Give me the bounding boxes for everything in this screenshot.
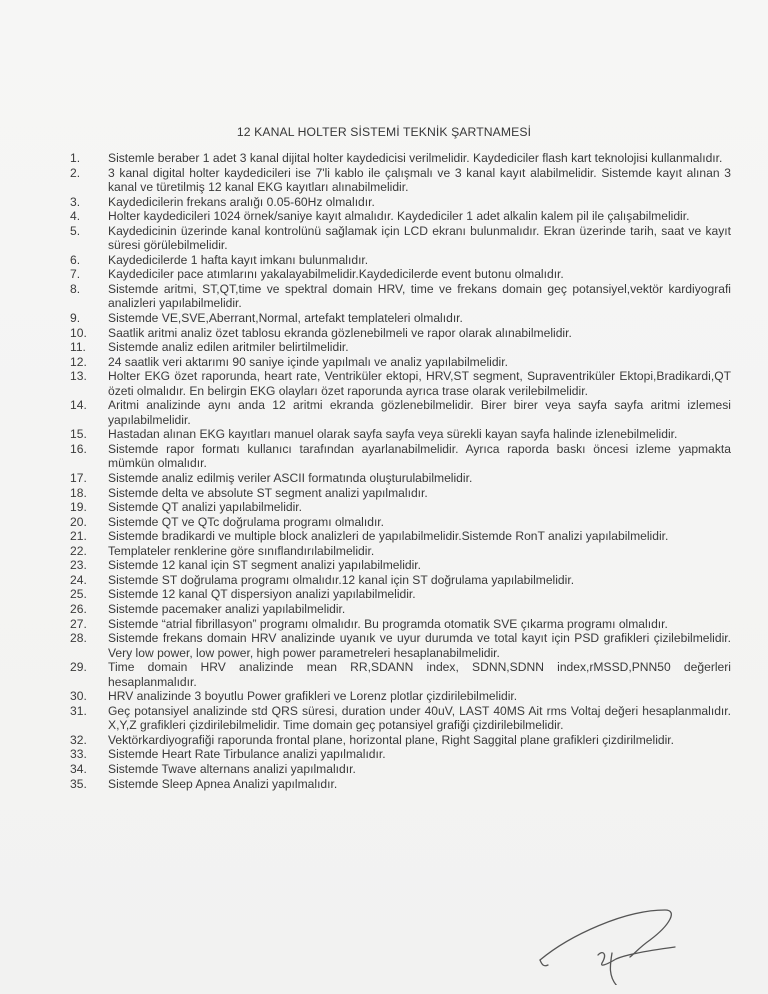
list-item-text: Sistemde bradikardi ve multiple block analizleri de yapılabilmelidir.Sistemde RonT analizi yapılabilmelidir. xyxy=(108,529,669,544)
list-item xyxy=(70,747,731,762)
list-item-number: 32. xyxy=(70,732,87,747)
list-item-number: 30. xyxy=(70,689,87,704)
list-item-text: Sistemde analiz edilmiş veriler ASCII formatında oluşturulabilmelidir. xyxy=(108,471,473,486)
list-item xyxy=(70,703,731,733)
list-item-number: 29. xyxy=(70,660,87,675)
list-item-text: Sistemde delta ve absolute ST segment analizi yapılmalıdır. xyxy=(108,485,428,500)
list-item-text: Kaydediciler pace atımlarını yakalayabilmelidir.Kaydedicilerde event butonu olmalıdır. xyxy=(108,267,564,282)
list-item xyxy=(70,398,731,427)
list-item-number: 22. xyxy=(70,543,87,558)
list-item-text: Sistemde Twave alternans analizi yapılmalıdır. xyxy=(108,761,356,776)
list-item xyxy=(70,427,731,442)
list-item-text: 24 saatlik veri aktarımı 90 saniye içinde yapılmalı ve analiz yapılabilmelidir. xyxy=(108,354,508,369)
list-item-number: 16. xyxy=(70,441,87,456)
list-item xyxy=(70,543,731,559)
signature-icon xyxy=(530,885,710,985)
list-item-number: 28. xyxy=(70,631,87,646)
list-item-text: Sistemde QT ve QTc doğrulama programı olmalıdır. xyxy=(108,514,385,529)
list-item-text: Sistemde Heart Rate Tirbulance analizi yapılmalıdır. xyxy=(108,747,386,762)
list-item xyxy=(70,761,731,777)
list-item-number: 9. xyxy=(70,311,81,326)
list-item-text: Kaydedicinin üzerinde kanal kontrolünü sağlamak için LCD ekranı bulunmalıdır. Ekran üzerinde tarih, saat ve kayıt süresi görülebilmelidir. xyxy=(108,223,731,253)
list-item xyxy=(70,209,731,224)
list-item-number: 1. xyxy=(70,151,81,165)
list-item-text: Sistemde aritmi, ST,QT,time ve spektral domain HRV, time ve frekans domain geç potansiyel,vektör kardiyografi analizleri yapılabilmelidir. xyxy=(108,281,731,311)
list-item-text: Sistemde QT analizi yapılabilmelidir. xyxy=(108,500,303,515)
list-item-number: 10. xyxy=(70,325,87,340)
list-item xyxy=(70,281,731,311)
list-item-number: 19. xyxy=(70,500,87,515)
list-item-text: Time domain HRV analizinde mean RR,SDANN index, SDNN,SDNN index,rMSSD,PNN50 değerleri hesaplanmalıdır. xyxy=(108,660,731,689)
list-item xyxy=(70,601,731,617)
list-item-number: 31. xyxy=(70,703,87,718)
list-item-text: Sistemde 12 kanal QT dispersiyon analizi yapılabilmelidir. xyxy=(108,587,416,602)
list-item-number: 25. xyxy=(70,587,87,602)
list-item-text: Sistemde analiz edilen aritmiler belirtilmelidir. xyxy=(108,340,349,355)
list-item-text: Sistemde ST doğrulama programı olmalıdır.12 kanal için ST doğrulama yapılabilmelidir. xyxy=(108,572,575,587)
list-item xyxy=(70,151,731,166)
list-item-number: 24. xyxy=(70,572,87,587)
list-item-number: 20. xyxy=(70,514,87,529)
list-item-number: 17. xyxy=(70,471,87,486)
list-item-number: 2. xyxy=(70,165,81,180)
list-item-text: Sistemde pacemaker analizi yapılabilmelidir. xyxy=(108,601,346,616)
list-item xyxy=(70,441,731,471)
list-item-number: 5. xyxy=(70,223,81,238)
list-item-text: Holter EKG özet raporunda, heart rate, Ventriküler ektopi, HRV,ST segment, Supraventriküler Ektopi,Bradikardi,QT özeti olmalıdır. En belirgin EKG olayları özet raporunda ayrıca trase olarak verilebilmelidir. xyxy=(108,369,731,398)
list-item xyxy=(70,340,731,355)
list-item-number: 6. xyxy=(70,252,81,267)
list-item xyxy=(70,252,731,268)
list-item-number: 33. xyxy=(70,747,87,762)
list-item xyxy=(70,311,731,326)
list-item-number: 3. xyxy=(70,194,81,209)
list-item-number: 7. xyxy=(70,267,81,282)
list-item xyxy=(70,616,731,632)
list-item xyxy=(70,660,731,689)
list-item-text: Geç potansiyel analizinde std QRS süresi, duration under 40uV, LAST 40MS Ait rms Voltaj değeri hesaplanmalıdır. X,Y,Z grafikleri çizdirilebilmelidir. Time domain geç potansiyel grafiği çizdirilebilmelidir. xyxy=(108,703,731,733)
list-item xyxy=(70,500,731,515)
list-item-text: Templateler renklerine göre sınıflandırılabilmelidir. xyxy=(108,543,375,558)
list-item-text: Kaydedicilerin frekans aralığı 0.05-60Hz olmalıdır. xyxy=(108,194,375,209)
list-item-number: 23. xyxy=(70,558,87,573)
list-item xyxy=(70,732,731,748)
list-item-number: 12. xyxy=(70,354,87,369)
list-item-text: Aritmi analizinde aynı anda 12 aritmi ekranda gözlenebilmelidir. Birer birer veya sayfa sayfa aritmi izlemesi yapılabilmelidir. xyxy=(108,398,731,427)
list-item-text: Sistemde VE,SVE,Aberrant,Normal, artefakt templateleri olmalıdır. xyxy=(108,311,463,326)
list-item-number: 4. xyxy=(70,209,81,224)
list-item-number: 21. xyxy=(70,529,87,544)
list-item-number: 11. xyxy=(70,340,86,355)
list-item-text: Sistemde frekans domain HRV analizinde uyanık ve uyur durumda ve total kayıt için PSD grafikleri çizilebilmelidir. Very low power, low power, high power parametreleri hesaplanabilmelidir. xyxy=(108,631,731,660)
list-item-text: Sistemle beraber 1 adet 3 kanal dijital holter kaydedicisi verilmelidir. Kaydediciler flash kart teknolojisi kullanmalıdır. xyxy=(108,151,723,165)
list-item-number: 15. xyxy=(70,427,87,442)
list-item-text: HRV analizinde 3 boyutlu Power grafikleri ve Lorenz plotlar çizdirilebilmelidir. xyxy=(108,689,518,704)
list-item xyxy=(70,267,731,282)
list-item-text: Sistemde rapor formatı kullanıcı tarafından ayarlanabilmelidir. Ayrıca raporda baskı öncesi izleme yapmakta mümkün olmalıdır. xyxy=(108,441,731,471)
list-item xyxy=(70,223,731,253)
document-title: 12 KANAL HOLTER SİSTEMİ TEKNİK ŞARTNAMESİ xyxy=(236,125,532,139)
list-item xyxy=(70,165,731,195)
list-item xyxy=(70,485,731,501)
specification-list xyxy=(70,151,731,791)
list-item-number: 34. xyxy=(70,761,87,776)
list-item xyxy=(70,325,731,341)
list-item-text: Hastadan alınan EKG kayıtları manuel olarak sayfa sayfa veya sürekli kayan sayfa halinde izlenebilmelidir. xyxy=(108,427,678,442)
list-item xyxy=(70,354,731,370)
list-item-text: Sistemde Sleep Apnea Analizi yapılmalıdır. xyxy=(108,776,338,791)
list-item-text: Holter kaydedicileri 1024 örnek/saniye kayıt almalıdır. Kaydediciler 1 adet alkalin kalem pil ile çalışabilmelidir. xyxy=(108,209,690,224)
list-item-number: 26. xyxy=(70,601,87,616)
list-item xyxy=(70,194,731,210)
list-item xyxy=(70,587,731,602)
list-item xyxy=(70,631,731,660)
list-item xyxy=(70,369,731,398)
list-item-number: 13. xyxy=(70,369,87,384)
list-item-number: 35. xyxy=(70,776,87,791)
list-item-text: Sistemde 12 kanal için ST segment analizi yapılabilmelidir. xyxy=(108,558,422,573)
list-item xyxy=(70,471,731,486)
list-item-number: 8. xyxy=(70,281,81,296)
list-item xyxy=(70,529,731,544)
list-item xyxy=(70,572,731,588)
list-item-text: Vektörkardiyografiği raporunda frontal plane, horizontal plane, Right Saggital plane grafikleri çizdirilmelidir. xyxy=(108,732,675,747)
list-item-text: Kaydedicilerde 1 hafta kayıt imkanı bulunmalıdır. xyxy=(108,252,369,267)
list-item-number: 14. xyxy=(70,398,87,413)
list-item-text: Sistemde “atrial fibrillasyon” programı olmalıdır. Bu programda otomatik SVE çıkarma programı olmalıdır. xyxy=(108,616,668,631)
list-item xyxy=(70,514,731,530)
list-item-text: 3 kanal digital holter kaydedicileri ise 7'li kablo ile çalışmalı ve 3 kanal kayıt alabilmelidir. Sistemde kayıt alınan 3 kanal ve türetilmiş 12 kanal EKG kayıtları alınabilmelidir. xyxy=(108,165,731,195)
list-item xyxy=(70,776,731,792)
list-item xyxy=(70,689,731,704)
list-item-number: 18. xyxy=(70,485,87,500)
list-item-number: 27. xyxy=(70,616,87,631)
list-item-text: Saatlik aritmi analiz özet tablosu ekranda gözlenebilmeli ve rapor olarak alınabilmelidir. xyxy=(108,325,572,340)
list-item xyxy=(70,558,731,573)
